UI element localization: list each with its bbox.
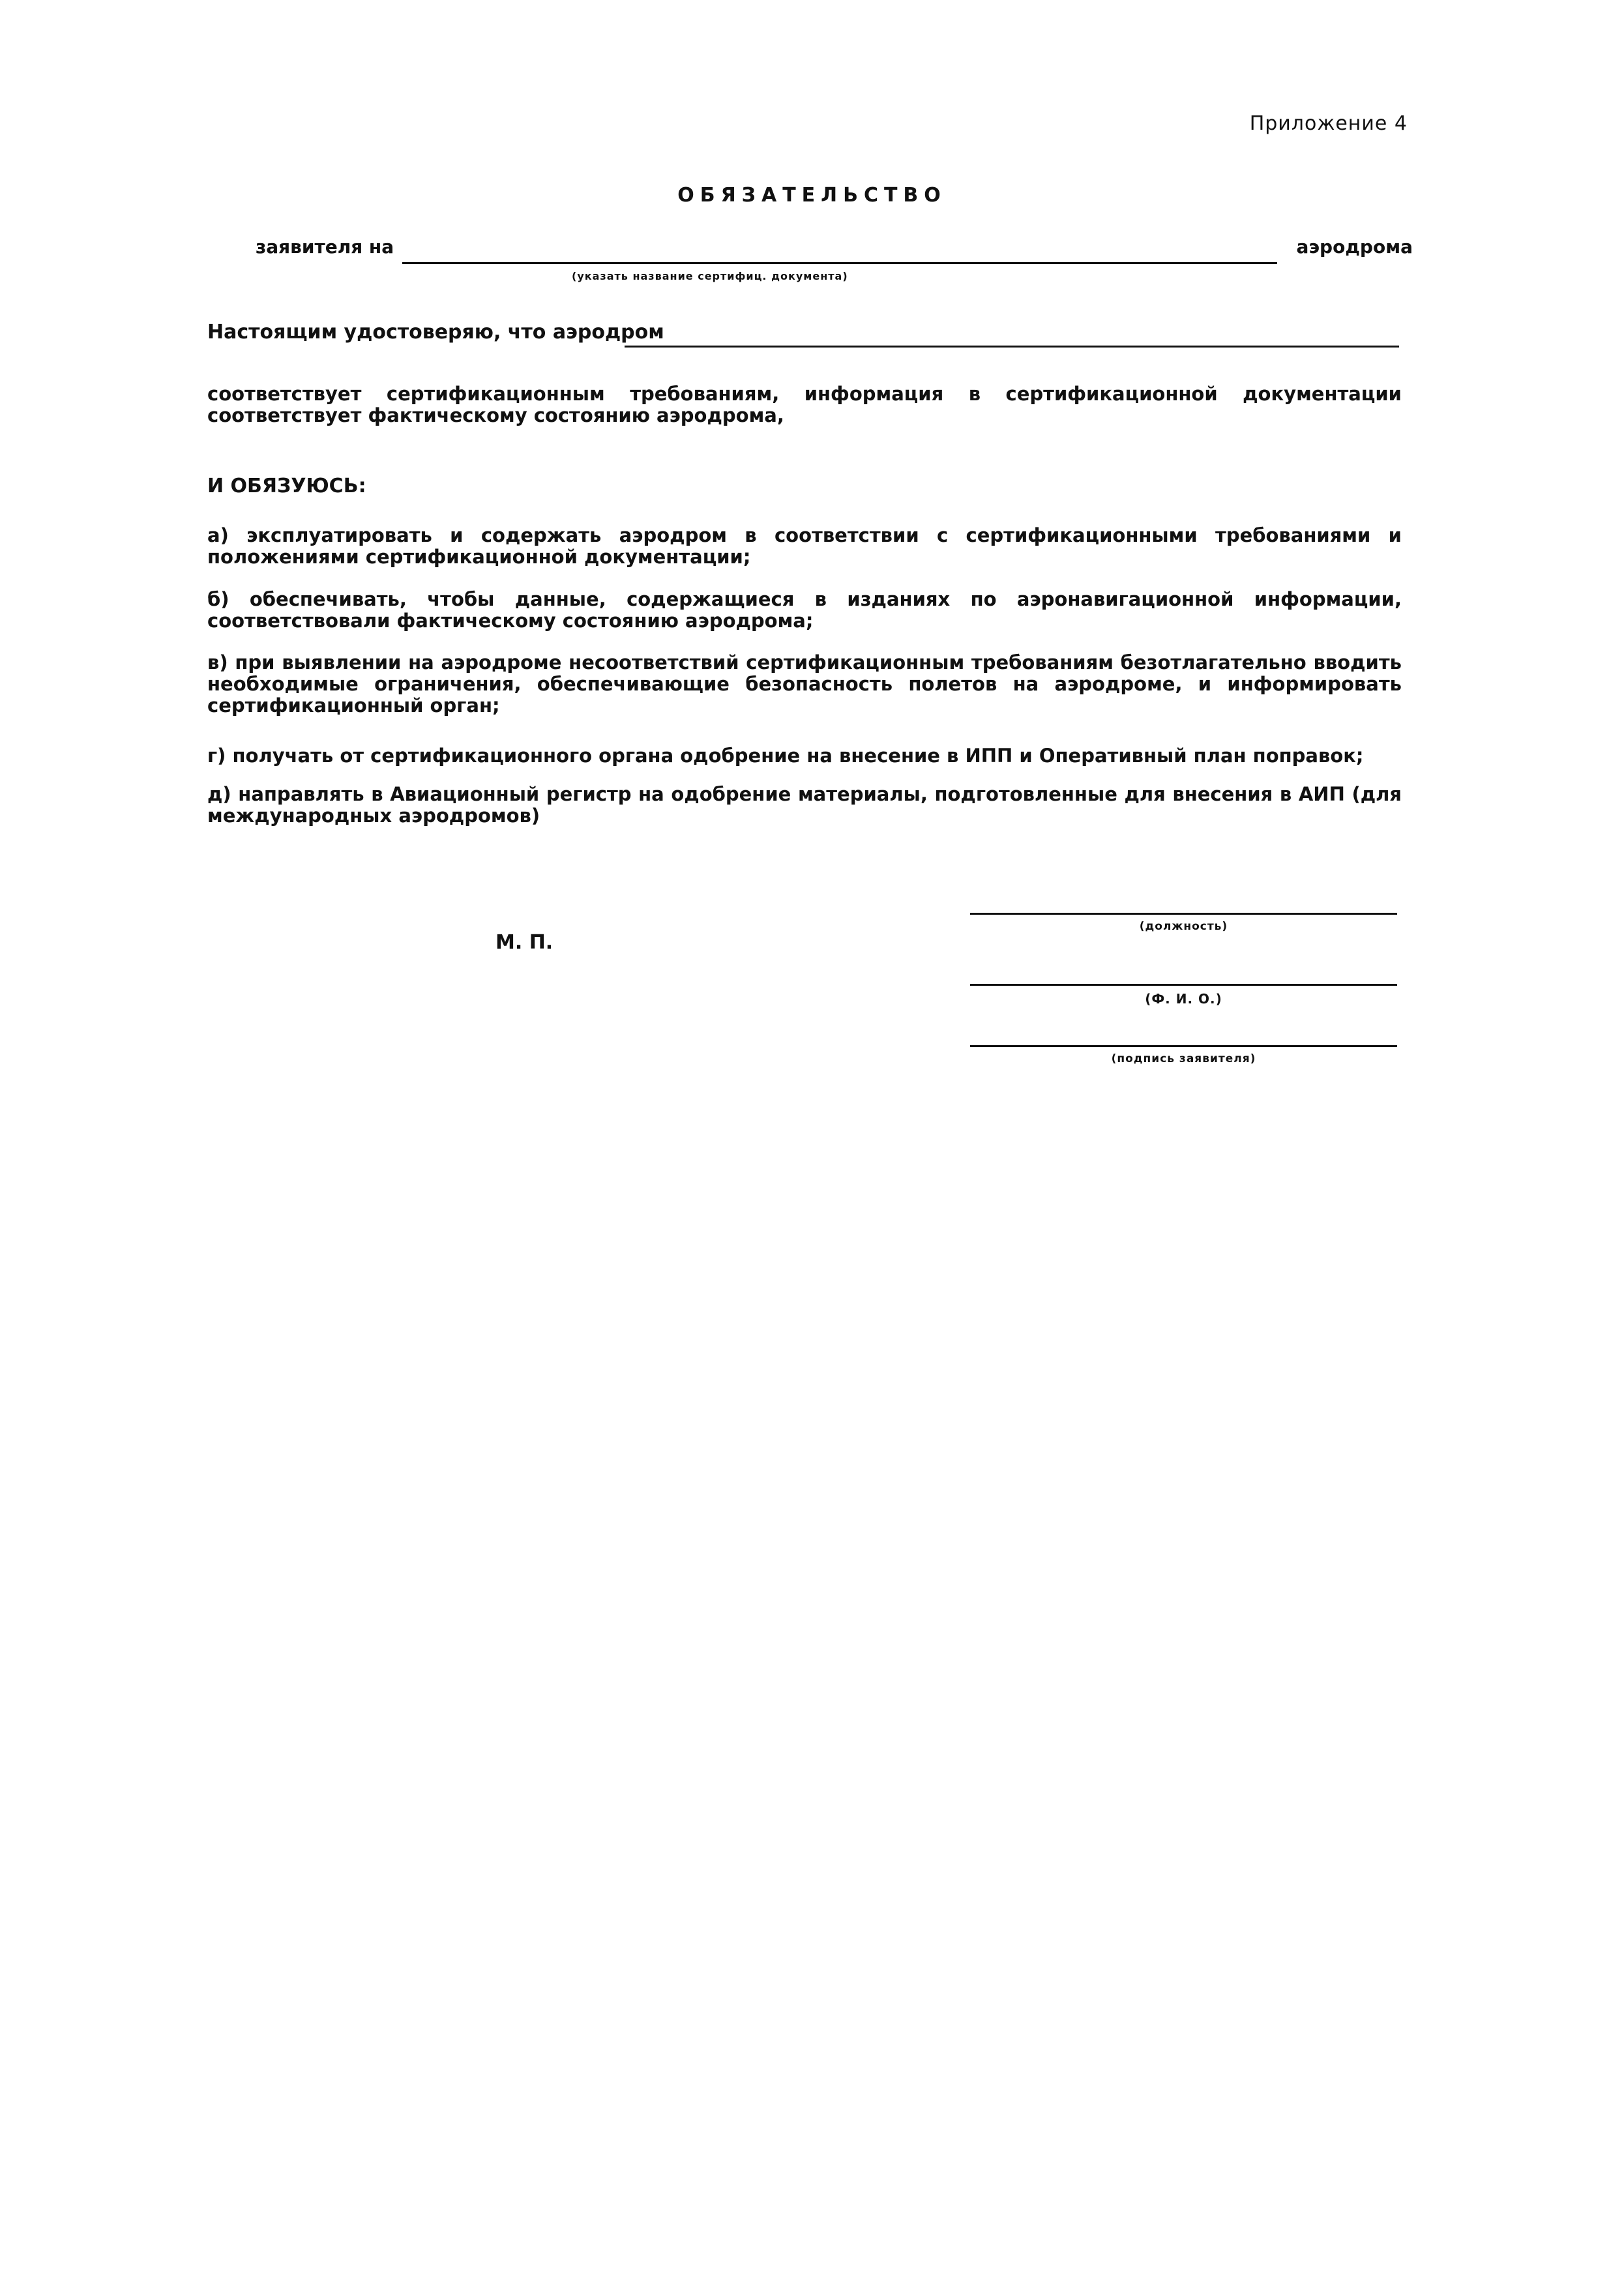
seal-placeholder: М. П. <box>495 931 554 954</box>
obligation-item-e: д) направлять в Авиационный регистр на одобрение материалы, подготовленные для внесения в АИП (для международных аэродромов) <box>207 783 1402 827</box>
obligation-item-c: в) при выявлении на аэродроме несоответствий сертификационным требованиям безотлагательно вводить необходимые ограничения, обеспечивающие безопасность полетов на аэродроме, и информировать сертификационный орган; <box>207 651 1402 717</box>
certificate-name-hint: (указать название сертифиц. документа) <box>572 270 848 282</box>
signature-caption: (подпись заявителя) <box>1111 1052 1256 1065</box>
position-line[interactable] <box>970 913 1397 915</box>
signature-block <box>970 1045 1397 1065</box>
applicant-label-left: заявителя на <box>256 236 394 258</box>
document-title: ОБЯЗАТЕЛЬСТВО <box>677 184 947 207</box>
position-caption: (должность) <box>1139 920 1228 933</box>
obligation-item-d: г) получать от сертификационного органа одобрение на внесение в ИПП и Оперативный план поправок; <box>207 745 1364 767</box>
obligation-item-b: б) обеспечивать, чтобы данные, содержащиеся в изданиях по аэронавигационной информации, соответствовали фактическому состоянию аэродрома; <box>207 588 1402 632</box>
applicant-row <box>256 236 1413 282</box>
certify-label: Настоящим удостоверяю, что аэродром <box>207 321 664 344</box>
obligate-heading: И ОБЯЗУЮСЬ: <box>207 475 366 497</box>
aerodrome-name-line[interactable] <box>625 346 1399 348</box>
applicant-label-right: аэродрома <box>1296 236 1413 258</box>
position-block <box>970 913 1397 933</box>
compliance-paragraph: соответствует сертификационным требованиям, информация в сертификационной документации соответствует фактическому состоянию аэродрома, <box>207 383 1402 426</box>
certify-row <box>207 321 1399 353</box>
signature-line[interactable] <box>970 1045 1397 1047</box>
certificate-name-line[interactable] <box>402 262 1277 264</box>
name-block <box>970 984 1397 1007</box>
appendix-label: Приложение 4 <box>1249 112 1408 135</box>
name-caption: (Ф. И. О.) <box>1145 991 1222 1007</box>
name-line[interactable] <box>970 984 1397 986</box>
obligation-item-a: а) эксплуатировать и содержать аэродром в соответствии с сертификационными требованиями и положениями сертификационной документации; <box>207 524 1402 568</box>
